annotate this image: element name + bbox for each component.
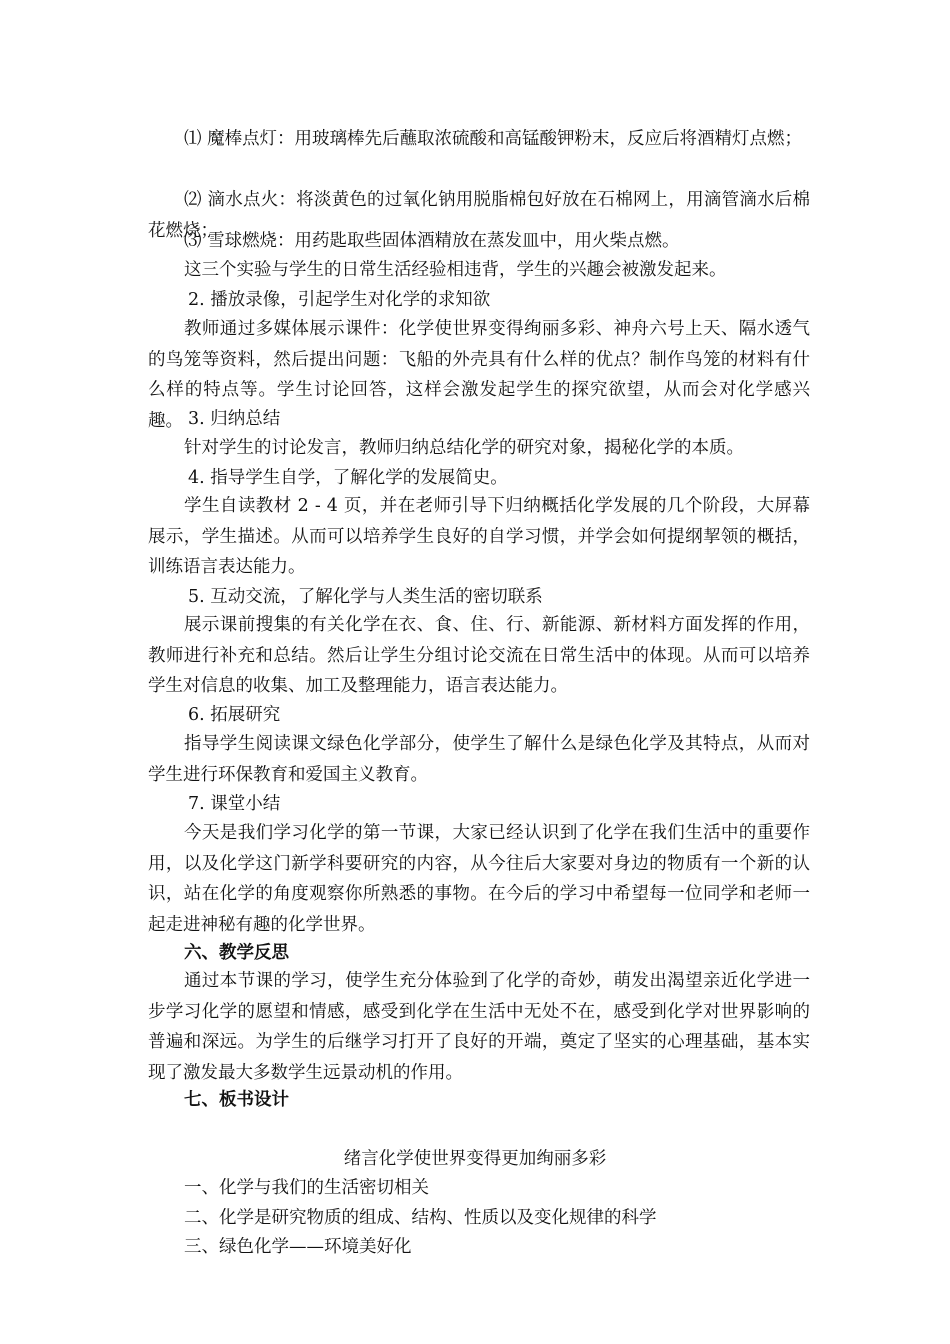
step-5-body: 展示课前搜集的有关化学在衣、食、住、行、新能源、新材料方面发挥的作用，教师进行补充和总结。然后让学生分组讨论交流在日常生活中的体现。从而可以培养学生对信息的收集、加工及整理能力，语言表达能力。: [148, 615, 810, 696]
board-point-1: 一、化学与我们的生活密切相关: [184, 1178, 429, 1198]
step-7-body: 今天是我们学习化学的第一节课，大家已经认识到了化学在我们生活中的重要作用，以及化学这门新学科要研究的内容，从今往后大家要对身边的物质有一个新的认识，站在化学的角度观察你所熟悉的事物。在今后的学习中希望每一位同学和老师一起走进神秘有趣的化学世界。: [148, 823, 810, 935]
board-point-2: 二、化学是研究物质的组成、结构、性质以及变化规律的科学: [184, 1208, 657, 1228]
reflection-heading: 六、教学反思: [184, 943, 289, 963]
board-title: 绪言化学使世界变得更加绚丽多彩: [343, 1149, 607, 1169]
board-heading: 七、板书设计: [184, 1090, 289, 1110]
step-4-title: 4. 指导学生自学，了解化学的发展简史。: [188, 468, 508, 488]
step-2-body: 教师通过多媒体展示课件：化学使世界变得绚丽多彩、神舟六号上天、隔水透气的鸟笼等资料，然后提出问题：飞船的外壳具有什么样的优点？制作鸟笼的材料有什么样的特点等。学生讨论回答，这样会激发起学生的探究欲望，从而会对化学感兴趣。: [148, 319, 810, 431]
step-3-title: 3. 归纳总结: [188, 409, 281, 429]
experiment-item-2: ⑵ 滴水点火：将淡黄色的过氧化钠用脱脂棉包好放在石棉网上，用滴管滴水后棉花燃烧；: [148, 190, 810, 241]
experiment-item-1: ⑴ 魔棒点灯：用玻璃棒先后蘸取浓硫酸和高锰酸钾粉末，反应后将酒精灯点燃；: [184, 129, 803, 149]
step-3-body: 针对学生的讨论发言，教师归纳总结化学的研究对象，揭秘化学的本质。: [184, 438, 744, 458]
experiment-item-3: ⑶ 雪球燃烧：用药匙取些固体酒精放在蒸发皿中，用火柴点燃。: [184, 231, 680, 251]
step-5-title: 5. 互动交流，了解化学与人类生活的密切联系: [188, 587, 543, 607]
step-4-body: 学生自读教材 2 - 4 页，并在老师引导下归纳概括化学发展的几个阶段，大屏幕展示，学生描述。从而可以培养学生良好的自学习惯，并学会如何提纲挈领的概括，训练语言表达能力。: [148, 496, 810, 577]
step-6-body: 指导学生阅读课文绿色化学部分，使学生了解什么是绿色化学及其特点，从而对学生进行环保教育和爱国主义教育。: [148, 734, 810, 785]
experiment-summary: 这三个实验与学生的日常生活经验相违背，学生的兴趣会被激发起来。: [184, 260, 727, 280]
board-point-3: 三、绿色化学——环境美好化: [184, 1237, 412, 1257]
step-7-title: 7. 课堂小结: [188, 794, 281, 814]
reflection-body: 通过本节课的学习，使学生充分体验到了化学的奇妙，萌发出渴望亲近化学进一步学习化学的愿望和情感，感受到化学在生活中无处不在，感受到化学对世界影响的普遍和深远。为学生的后继学习打开了良好的开端，奠定了坚实的心理基础，基本实现了激发最大多数学生远景动机的作用。: [148, 971, 810, 1083]
step-6-title: 6. 拓展研究: [188, 705, 281, 725]
step-2-title: 2. 播放录像，引起学生对化学的求知欲: [188, 290, 491, 310]
